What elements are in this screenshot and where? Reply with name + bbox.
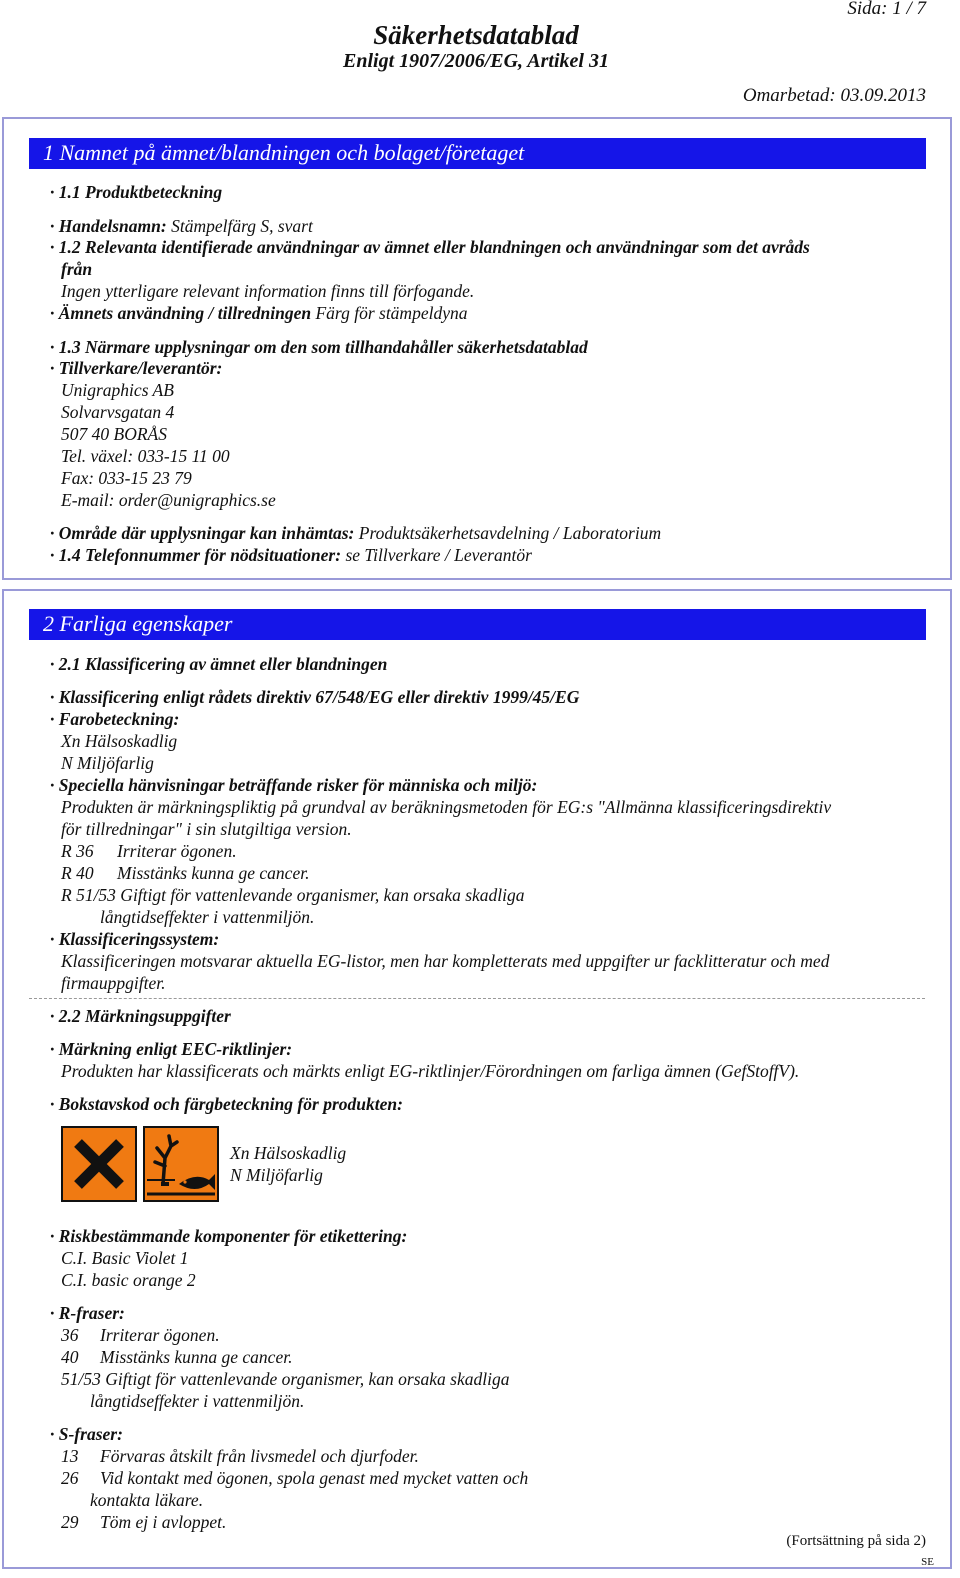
environment-hazard-icon [143, 1126, 219, 1202]
sphrase-13-code: 13 [61, 1446, 79, 1466]
page-number: Sida: 1 / 7 [847, 0, 926, 19]
r36-text: Irriterar ögonen. [117, 841, 237, 861]
supplier-heading: · 1.3 Närmare upplysningar om den som tillhandahåller säkerhetsdatablad [50, 337, 588, 357]
company-phone: Tel. växel: 033-15 11 00 [61, 446, 230, 466]
document-title: Säkerhetsdatablad [373, 20, 579, 50]
continued-note: (Fortsättning på sida 2) [786, 1533, 926, 1549]
info-area-value: Produktsäkerhetsavdelning / Laboratorium [354, 523, 662, 543]
classification-system-text-cont: firmauppgifter. [61, 973, 166, 993]
rphrase-36-code: 36 [61, 1325, 79, 1345]
classification-heading: · 2.1 Klassificering av ämnet eller blandningen [50, 654, 388, 674]
component-2: C.I. basic orange 2 [61, 1270, 196, 1290]
divider [29, 998, 925, 999]
eec-labelling-text: Produkten har klassificerats och märkts enligt EG-riktlinjer/Förordningen om farliga ämnen (GefStoffV). [61, 1061, 800, 1081]
hazard-n: N Miljöfarlig [61, 753, 154, 773]
classification-system-text: Klassificeringen motsvarar aktuella EG-listor, men har kompletterats med uppgifter ur facklitteratur och med [61, 951, 830, 971]
section-2-heading: 2 Farliga egenskaper [29, 609, 926, 640]
trade-name-label: · Handelsnamn: [50, 216, 167, 236]
trade-name-value: Stämpelfärg S, svart [166, 216, 313, 236]
uses-info: Ingen ytterligare relevant information finns till förfogande. [61, 281, 475, 301]
rphrase-51-text: 51/53 Giftigt för vattenlevande organismer, kan orsaka skadliga [61, 1369, 510, 1389]
label-elements-heading: · 2.2 Märkningsuppgifter [50, 1006, 231, 1026]
info-area-line [50, 523, 661, 544]
company-city: 507 40 BORÅS [61, 424, 167, 444]
company-fax: Fax: 033-15 23 79 [61, 468, 192, 488]
sphrase-26-text: Vid kontakt med ögonen, spola genast med mycket vatten och [100, 1468, 529, 1488]
sphrase-29-text: Töm ej i avloppet. [100, 1512, 227, 1532]
trade-name-line [50, 216, 313, 237]
r51-text: R 51/53 Giftigt för vattenlevande organismer, kan orsaka skadliga [61, 885, 525, 905]
directive-classification: · Klassificering enligt rådets direktiv 67/548/EG eller direktiv 1999/45/EG [50, 687, 580, 707]
rphrase-36-text: Irriterar ögonen. [100, 1325, 220, 1345]
pictogram-label-n: N Miljöfarlig [230, 1165, 323, 1185]
sphrase-26-code: 26 [61, 1468, 79, 1488]
product-identifier-heading: · 1.1 Produktbeteckning [50, 182, 223, 202]
company-email: E-mail: order@unigraphics.se [61, 490, 276, 510]
rphrase-40-text: Misstänks kunna ge cancer. [100, 1347, 293, 1367]
document-subtitle: Enligt 1907/2006/EG, Artikel 31 [343, 50, 609, 72]
manufacturer-label: · Tillverkare/leverantör: [50, 358, 223, 378]
r51-text-cont: långtidseffekter i vattenmiljön. [100, 907, 315, 927]
r40-code: R 40 [61, 863, 94, 883]
letter-code-label: · Bokstavskod och färgbeteckning för produkten: [50, 1094, 403, 1114]
r40-text: Misstänks kunna ge cancer. [117, 863, 310, 883]
r-phrases-label: · R-fraser: [50, 1303, 125, 1323]
eec-labelling-label: · Märkning enligt EEC-riktlinjer: [50, 1039, 293, 1059]
uses-heading-cont: från [61, 259, 93, 279]
hazard-xn: Xn Hälsoskadlig [61, 731, 178, 751]
classification-system-label: · Klassificeringssystem: [50, 929, 220, 949]
rphrase-51-text-cont: långtidseffekter i vattenmiljön. [90, 1391, 305, 1411]
harmful-cross-icon [61, 1126, 137, 1202]
special-risks-text-cont: för tillredningar" i sin slutgiltiga version. [61, 819, 352, 839]
emergency-phone-label: · 1.4 Telefonnummer för nödsituationer: [50, 545, 342, 565]
revision-date: Omarbetad: 03.09.2013 [742, 85, 926, 106]
emergency-phone-value: se Tillverkare / Leverantör [341, 545, 532, 565]
special-risks-text: Produkten är märkningspliktig på grundval av beräkningsmetoden för EG:s "Allmänna klassificeringsdirektiv [61, 797, 832, 817]
hazard-designation-label: · Farobeteckning: [50, 709, 180, 729]
substance-use-label: · Ämnets användning / tillredningen [50, 303, 312, 323]
company-name: Unigraphics AB [61, 380, 174, 400]
s-phrases-label: · S-fraser: [50, 1424, 123, 1444]
company-street: Solvarvsgatan 4 [61, 402, 175, 422]
substance-use-line [50, 303, 467, 324]
hazard-components-label: · Riskbestämmande komponenter för etikettering: [50, 1226, 408, 1246]
special-risks-label: · Speciella hänvisningar beträffande risker för människa och miljö: [50, 775, 538, 795]
r36-code: R 36 [61, 841, 94, 861]
emergency-phone-line [50, 545, 532, 566]
section-1-heading: 1 Namnet på ämnet/blandningen och bolaget/företaget [29, 138, 926, 169]
country-code: SE [921, 1556, 934, 1568]
info-area-label: · Område där upplysningar kan inhämtas: [50, 523, 355, 543]
uses-heading: · 1.2 Relevanta identifierade användningar av ämnet eller blandningen och användningar som det avråds [50, 237, 810, 257]
substance-use-value: Färg för stämpeldyna [311, 303, 468, 323]
rphrase-40-code: 40 [61, 1347, 79, 1367]
sphrase-26-text-cont: kontakta läkare. [90, 1490, 204, 1510]
pictogram-label-xn: Xn Hälsoskadlig [230, 1143, 347, 1163]
sphrase-13-text: Förvaras åtskilt från livsmedel och djurfoder. [100, 1446, 419, 1466]
component-1: C.I. Basic Violet 1 [61, 1248, 189, 1268]
sphrase-29-code: 29 [61, 1512, 79, 1532]
